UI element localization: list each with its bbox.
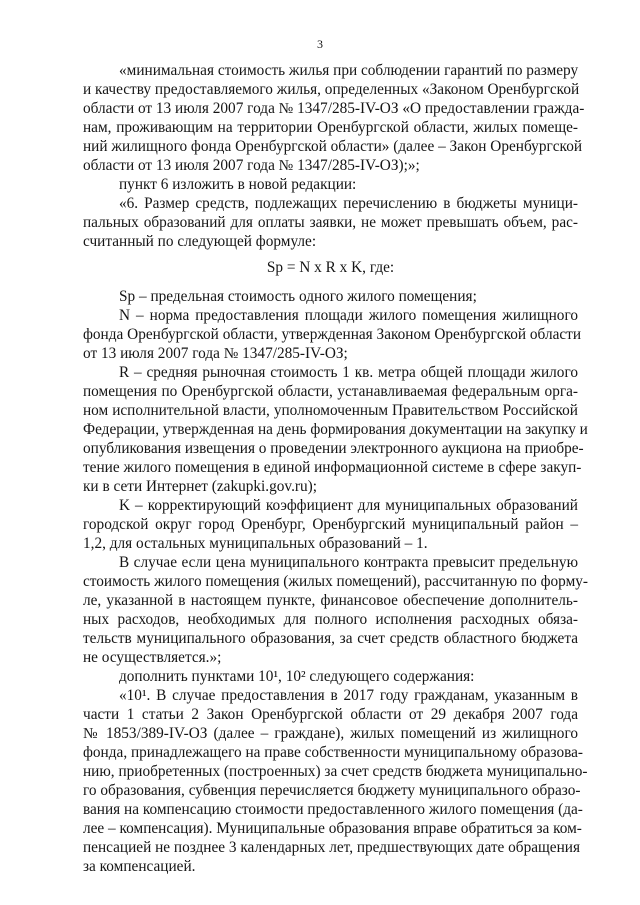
text-line: помещения по Оренбургской области, устанавливаемая федеральным орга- — [83, 383, 578, 400]
text-line: 1,2, для остальных муниципальных образований – 1. — [83, 535, 428, 552]
text-line: стоимость жилого помещения (жилых помещений), рассчитанную по форму- — [83, 573, 589, 590]
text-line: ле, указанной в настоящем пункте, финансовое обеспечение дополнитель- — [83, 592, 578, 609]
text-line: го образования, субвенция перечисляется бюджету муниципального образо- — [83, 782, 581, 799]
text-line: Sp – предельная стоимость одного жилого помещения; — [119, 288, 477, 305]
text-line: N – норма предоставления площади жилого помещения жилищного — [119, 307, 578, 324]
text-line: ний жилищного фонда Оренбургской области» (далее – Закон Оренбургской — [83, 138, 583, 155]
formula: Sp = N x R x K, где: — [266, 259, 395, 276]
text-line: фонда, принадлежащего на праве собственности муниципальному образова- — [83, 744, 584, 761]
text-line: считанный по следующей формуле: — [83, 233, 317, 250]
text-line: ки в сети Интернет (zakupki.gov.ru); — [83, 478, 317, 495]
text-line: «6. Размер средств, подлежащих перечислению в бюджеты муници- — [119, 195, 578, 212]
text-line: вания на компенсацию стоимости предоставленного жилого помещения (да- — [83, 801, 583, 818]
text-line: городской округ город Оренбург, Оренбургский муниципальный район – — [83, 516, 578, 533]
text-line: K – корректирующий коэффициент для муниципальных образований — [119, 497, 578, 514]
text-line: «10¹. В случае предоставления в 2017 году гражданам, указанным в — [119, 687, 578, 704]
text-line: области от 13 июля 2007 года № 1347/285-IV-ОЗ «О предоставлении гражда- — [83, 100, 585, 117]
text-line: за компенсацией. — [83, 858, 196, 875]
text-line: лее – компенсация). Муниципальные образования вправе обратиться за ком- — [83, 820, 582, 837]
text-line: Федерации, утвержденная на день формирования документации на закупку и — [83, 421, 588, 438]
text-line: В случае если цена муниципального контракта превысит предельную — [119, 554, 578, 571]
text-line: пункт 6 изложить в новой редакции: — [119, 176, 357, 193]
text-line: ных расходов, необходимых для полного исполнения расходных обяза- — [83, 611, 578, 628]
text-line: № 1853/389-IV-ОЗ (далее – граждане), жилых помещений из жилищного — [83, 725, 578, 742]
text-line: не осуществляется.»; — [83, 649, 222, 666]
text-line: пенсацией не позднее 3 календарных лет, предшествующих дате обращения — [83, 839, 581, 856]
text-line: R – средняя рыночная стоимость 1 кв. метра общей площади жилого — [119, 364, 578, 381]
text-line: и качеству предоставляемого жилья, определенных «Законом Оренбургской — [83, 81, 580, 98]
page-number: 3 — [317, 37, 323, 51]
text-line: области от 13 июля 2007 года № 1347/285-IV-ОЗ);»; — [83, 157, 420, 174]
text-line: фонда Оренбургской области, утвержденная Законом Оренбургской области — [83, 326, 582, 343]
text-line: тение жилого помещения в единой информационной системе в сфере закуп- — [83, 459, 582, 476]
text-line: нию, приобретенных (построенных) за счет средств бюджета муниципально- — [83, 763, 588, 780]
text-line: «минимальная стоимость жилья при соблюдении гарантий по размеру — [119, 62, 579, 79]
text-line: опубликования извещения о проведении электронного аукциона на приобре- — [83, 440, 584, 457]
text-line: части 1 статьи 2 Закон Оренбургской области от 29 декабря 2007 года — [83, 706, 578, 723]
text-line: пальных образований для оплаты заявки, не может превышать объем, рас- — [83, 214, 578, 231]
text-line: нам, проживающим на территории Оренбургской области, жилых помеще- — [83, 119, 578, 136]
text-line: ном исполнительной власти, уполномоченным Правительством Российской — [83, 402, 578, 419]
text-line: от 13 июля 2007 года № 1347/285-IV-ОЗ; — [83, 345, 348, 362]
text-line: тельств муниципального образования, за счет средств областного бюджета — [83, 630, 578, 647]
text-line: дополнить пунктами 10¹, 10² следующего содержания: — [119, 668, 475, 685]
